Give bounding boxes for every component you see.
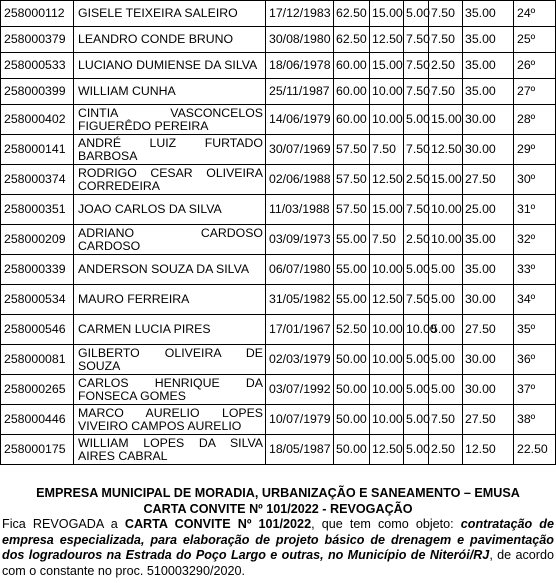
total-score-cell: 55.00 [334, 255, 370, 285]
birthdate-cell: 10/07/1979 [266, 405, 334, 435]
table-row [1, 135, 556, 165]
score-cell: 30.00 [463, 285, 514, 315]
birthdate-cell: 14/06/1979 [266, 105, 334, 135]
score-cell: 5.00 [429, 345, 463, 375]
rank-cell: 38º [514, 405, 556, 435]
table-row [1, 435, 556, 465]
notice-heading-title: CARTA CONVITE Nº 101/2022 - REVOGAÇÃO [143, 501, 413, 516]
total-score-cell: 52.50 [334, 315, 370, 345]
score-cell: 5.00 [429, 285, 463, 315]
score-cell: 5.00 [404, 255, 429, 285]
score-cell: 15.00 [429, 165, 463, 195]
notice-body-mid: , que tem como objeto: [311, 517, 461, 531]
score-cell: 7.50 [404, 135, 429, 165]
table-row [1, 27, 556, 53]
rank-cell: 30º [514, 165, 556, 195]
name-cell: WILLIAM LOPES DA SILVA AIRES CABRAL [74, 435, 266, 465]
score-cell: 30.00 [463, 345, 514, 375]
score-cell: 12.50 [370, 435, 404, 465]
rank-cell: 35º [514, 315, 556, 345]
score-cell: 10.00 [370, 315, 404, 345]
score-cell: 27.50 [463, 405, 514, 435]
name-cell: ADRIANO CARDOSO CARDOSO [74, 225, 266, 255]
score-cell: 7.50 [404, 195, 429, 225]
registration-cell: 258000351 [1, 195, 74, 225]
score-cell: 12.50 [370, 165, 404, 195]
registration-cell: 258000209 [1, 225, 74, 255]
total-score-cell: 57.50 [334, 195, 370, 225]
table-row [1, 375, 556, 405]
birthdate-cell: 03/09/1973 [266, 225, 334, 255]
score-cell: 5.00 [404, 375, 429, 405]
rank-cell: 32º [514, 225, 556, 255]
score-cell: 5.00 [404, 405, 429, 435]
name-cell: JOAO CARLOS DA SILVA [74, 195, 266, 225]
total-score-cell: 62.50 [334, 1, 370, 27]
score-cell: 7.50 [404, 27, 429, 53]
name-cell: GISELE TEIXEIRA SALEIRO [74, 1, 266, 27]
rank-cell: 24º [514, 1, 556, 27]
score-cell: 2.50 [429, 435, 463, 465]
score-cell: 2.50 [404, 225, 429, 255]
registration-cell: 258000402 [1, 105, 74, 135]
notice-body-object: contratação de empresa especializada, para elaboração de projeto básico de drenagem e pavimentação dos logradouros na Estrada do Poço Largo e outras, no Município de Niterói/RJ [2, 517, 554, 562]
score-cell: 2.50 [429, 53, 463, 79]
birthdate-cell: 18/05/1987 [266, 435, 334, 465]
rank-cell: 22.50 [514, 435, 556, 465]
score-cell: 7.50 [370, 225, 404, 255]
registration-cell: 258000533 [1, 53, 74, 79]
table-row [1, 105, 556, 135]
birthdate-cell: 02/03/1979 [266, 345, 334, 375]
score-cell: 10.00 [370, 255, 404, 285]
total-score-cell: 57.50 [334, 165, 370, 195]
score-cell: 10.00 [429, 195, 463, 225]
name-cell: MARCO AURELIO LOPES VIVEIRO CAMPOS AURELIO [74, 405, 266, 435]
total-score-cell: 62.50 [334, 27, 370, 53]
score-cell: 5.00 [404, 345, 429, 375]
score-cell: 7.50 [404, 285, 429, 315]
table-row [1, 53, 556, 79]
registration-cell: 258000265 [1, 375, 74, 405]
table-row [1, 255, 556, 285]
birthdate-cell: 06/07/1980 [266, 255, 334, 285]
name-cell: LEANDRO CONDE BRUNO [74, 27, 266, 53]
name-cell: CINTIA VASCONCELOS FIGUERÊDO PEREIRA [74, 105, 266, 135]
score-cell: 35.00 [463, 27, 514, 53]
table-row [1, 225, 556, 255]
rank-cell: 34º [514, 285, 556, 315]
total-score-cell: 60.00 [334, 53, 370, 79]
registration-cell: 258000141 [1, 135, 74, 165]
rank-cell: 36º [514, 345, 556, 375]
score-cell: 7.50 [429, 79, 463, 105]
birthdate-cell: 03/07/1992 [266, 375, 334, 405]
rank-cell: 31º [514, 195, 556, 225]
table-row [1, 285, 556, 315]
score-cell: 35.00 [463, 53, 514, 79]
results-table-body [1, 1, 556, 465]
table-row [1, 405, 556, 435]
rank-cell: 37º [514, 375, 556, 405]
notice-heading-company: EMPRESA MUNICIPAL DE MORADIA, URBANIZAÇÃO E SANEAMENTO – EMUSA [36, 486, 520, 500]
score-cell: 10.00 [404, 315, 429, 345]
table-row [1, 79, 556, 105]
score-cell: 10.00 [429, 225, 463, 255]
score-cell: 7.50 [429, 27, 463, 53]
score-cell: 12.50 [370, 27, 404, 53]
registration-cell: 258000374 [1, 165, 74, 195]
score-cell: 35.00 [463, 79, 514, 105]
table-row [1, 195, 556, 225]
score-cell: 5.00 [429, 375, 463, 405]
score-cell: 30.00 [463, 375, 514, 405]
score-cell: 15.00 [370, 195, 404, 225]
score-cell: 12.50 [429, 135, 463, 165]
score-cell: 7.50 [370, 135, 404, 165]
total-score-cell: 50.00 [334, 405, 370, 435]
name-cell: WILLIAM CUNHA [74, 79, 266, 105]
table-row [1, 315, 556, 345]
score-cell: 12.50 [370, 285, 404, 315]
score-cell: 2.50 [404, 165, 429, 195]
birthdate-cell: 31/05/1982 [266, 285, 334, 315]
table-row [1, 345, 556, 375]
score-cell: 10.00 [370, 345, 404, 375]
score-cell: 5.00 [429, 255, 463, 285]
score-cell: 10.00 [370, 79, 404, 105]
total-score-cell: 60.00 [334, 105, 370, 135]
birthdate-cell: 11/03/1988 [266, 195, 334, 225]
birthdate-cell: 17/01/1967 [266, 315, 334, 345]
registration-cell: 258000175 [1, 435, 74, 465]
score-cell: 5.00 [404, 1, 429, 27]
score-cell: 7.50 [404, 79, 429, 105]
birthdate-cell: 18/06/1978 [266, 53, 334, 79]
birthdate-cell: 30/07/1969 [266, 135, 334, 165]
score-cell: 35.00 [463, 255, 514, 285]
rank-cell: 26º [514, 53, 556, 79]
total-score-cell: 57.50 [334, 135, 370, 165]
registration-cell: 258000339 [1, 255, 74, 285]
registration-cell: 258000534 [1, 285, 74, 315]
total-score-cell: 50.00 [334, 375, 370, 405]
revocation-notice [0, 486, 556, 579]
score-cell: 7.50 [404, 53, 429, 79]
score-cell: 27.50 [463, 165, 514, 195]
score-cell: 30.00 [463, 135, 514, 165]
rank-cell: 33º [514, 255, 556, 285]
registration-cell: 258000446 [1, 405, 74, 435]
score-cell: 15.00 [429, 105, 463, 135]
rank-cell: 25º [514, 27, 556, 53]
name-cell: ANDRÉ LUIZ FURTADO BARBOSA [74, 135, 266, 165]
score-cell: 7.50 [429, 1, 463, 27]
score-cell: 10.00 [370, 375, 404, 405]
birthdate-cell: 17/12/1983 [266, 1, 334, 27]
total-score-cell: 55.00 [334, 225, 370, 255]
registration-cell: 258000379 [1, 27, 74, 53]
registration-cell: 258000399 [1, 79, 74, 105]
name-cell: RODRIGO CESAR OLIVEIRA CORREDEIRA [74, 165, 266, 195]
notice-body-prefix: Fica REVOGADA a [2, 517, 125, 531]
score-cell: 10.00 [370, 105, 404, 135]
score-cell: 12.50 [463, 435, 514, 465]
name-cell: MAURO FERREIRA [74, 285, 266, 315]
table-row [1, 1, 556, 27]
score-cell: 35.00 [463, 225, 514, 255]
score-cell: 35.00 [463, 1, 514, 27]
name-cell: GILBERTO OLIVEIRA DE SOUZA [74, 345, 266, 375]
birthdate-cell: 02/06/1988 [266, 165, 334, 195]
registration-cell: 258000081 [1, 345, 74, 375]
table-row [1, 165, 556, 195]
score-cell: 25.00 [463, 195, 514, 225]
score-cell: 27.50 [463, 315, 514, 345]
name-cell: LUCIANO DUMIENSE DA SILVA [74, 53, 266, 79]
total-score-cell: 50.00 [334, 435, 370, 465]
score-cell: 5.00 [404, 105, 429, 135]
registration-cell: 258000112 [1, 1, 74, 27]
score-cell: 5.00 [404, 435, 429, 465]
score-cell: 7.50 [429, 405, 463, 435]
birthdate-cell: 30/08/1980 [266, 27, 334, 53]
registration-cell: 258000546 [1, 315, 74, 345]
rank-cell: 29º [514, 135, 556, 165]
rank-cell: 28º [514, 105, 556, 135]
total-score-cell: 55.00 [334, 285, 370, 315]
score-cell: 15.00 [370, 1, 404, 27]
notice-body [0, 517, 556, 579]
notice-body-bold: CARTA CONVITE Nº 101/2022 [124, 517, 312, 531]
score-cell: 30.00 [463, 105, 514, 135]
score-cell: 5.00 [429, 315, 463, 345]
notice-body-suffix: , de acordo com o constante no proc. 510003290/2020. [2, 548, 555, 578]
name-cell: ANDERSON SOUZA DA SILVA [74, 255, 266, 285]
score-cell: 10.00 [370, 405, 404, 435]
rank-cell: 27º [514, 79, 556, 105]
total-score-cell: 50.00 [334, 345, 370, 375]
name-cell: CARLOS HENRIQUE DA FONSECA GOMES [74, 375, 266, 405]
total-score-cell: 60.00 [334, 79, 370, 105]
score-cell: 15.00 [370, 53, 404, 79]
name-cell: CARMEN LUCIA PIRES [74, 315, 266, 345]
birthdate-cell: 25/11/1987 [266, 79, 334, 105]
